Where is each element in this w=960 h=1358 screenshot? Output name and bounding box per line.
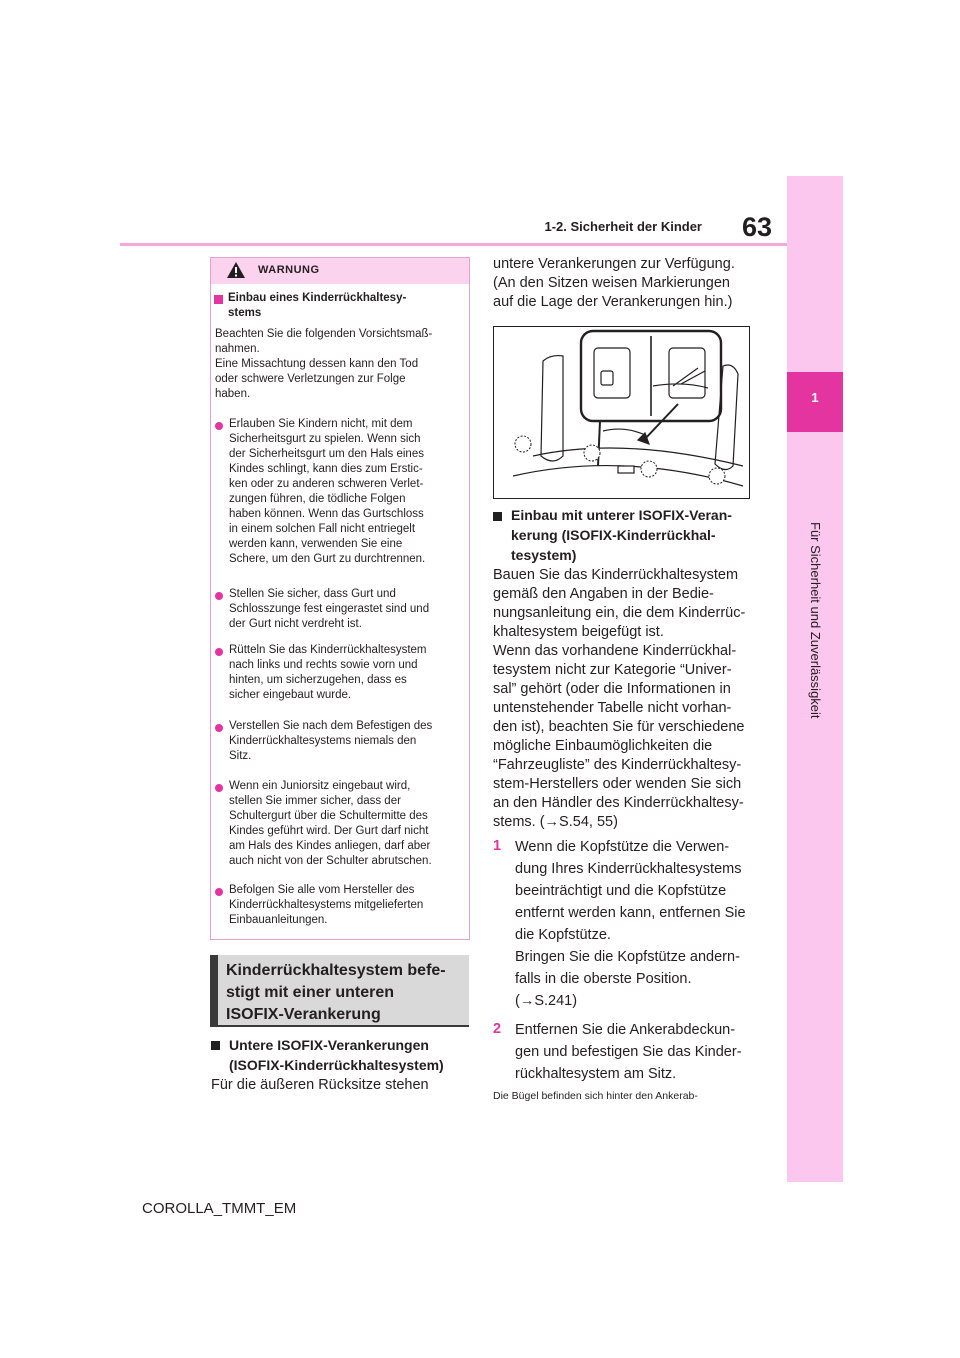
bullet-icon xyxy=(215,888,223,896)
chapter-number: 1 xyxy=(811,390,819,405)
warning-item: Verstellen Sie nach dem Befestigen des Kinderrückhaltesystems niemals den Sitz. xyxy=(229,720,433,762)
warning-item: Stellen Sie sicher, dass Gurt und Schlosszunge fest eingerastet sind und der Gurt nicht verdreht ist. xyxy=(229,588,430,630)
subhead-isofix-install: Einbau mit unterer ISOFIX-Veran- kerung (ISOFIX-Kinderrückhal- tesystem) xyxy=(511,507,732,563)
section-title: 1-2. Sicherheit der Kinder xyxy=(544,219,702,234)
warning-label: WARNUNG xyxy=(258,264,320,276)
chapter-title: Für Sicherheit und Zuverlässigkeit xyxy=(808,522,823,719)
warning-header xyxy=(211,258,469,284)
header-rule xyxy=(120,243,787,246)
step-number: 2 xyxy=(493,1021,502,1037)
step-text: Wenn die Kopfstütze die Verwen- dung Ihres Kinderrückhaltesystems beeinträchtigt und die Kopfstütze entfernt werden kann, entfernen Sie die Kopfstütze. Bringen Sie die Kopfstütze andern- falls in die oberste Position. (→S.241) xyxy=(515,839,746,1009)
section-heading-bar xyxy=(210,955,218,1026)
footer-model-code: COROLLA_TMMT_EM xyxy=(142,1200,297,1217)
warning-item: Wenn ein Juniorsitz eingebaut wird, stellen Sie immer sicher, dass der Schultergurt über die Schultermitte des Kindes geführt wird. Der Gurt darf nicht am Hals des Kindes anliegen, darf aber auch nicht von der Schulter abrutschen. xyxy=(229,780,432,867)
subhead-isofix-anchors: Untere ISOFIX-Verankerungen (ISOFIX-Kinderrückhaltesystem) xyxy=(229,1037,444,1073)
paragraph: Bauen Sie das Kinderrückhaltesystem gemäß den Angaben in der Bedie- nungsanleitung ein, die dem Kinderrüc- khaltesystem beigefügt ist. Wenn das vorhandene Kinderrückhal- tesystem nicht zur Kategorie “Univer- sal” gehört (oder die Informationen in untenstehender Tabelle nicht vorhan- den ist), beachten Sie für verschiedene mögliche Einbaumöglichkeiten die “Fahrzeugliste” des Kinderrückhaltesy- stem-Herstellers oder wenden Sie sich an den Händler des Kinderrückhaltesy- stems. (→S.54, 55) xyxy=(493,567,746,830)
bullet-icon xyxy=(215,422,223,430)
step-text: Entfernen Sie die Ankerabdeckun- gen und befestigen Sie das Kinder- rückhaltesystem am Sitz. xyxy=(515,1022,742,1082)
warning-intro: Beachten Sie die folgenden Vorsichtsmaß- nahmen. Eine Missachtung dessen kann den Tod oder schwere Verletzungen zur Folge haben. xyxy=(215,328,433,400)
step-number: 1 xyxy=(493,838,502,854)
warning-item: Befolgen Sie alle vom Hersteller des Kinderrückhaltesystems mitgelieferten Einbauanleitungen. xyxy=(229,884,424,926)
paragraph: untere Verankerungen zur Verfügung. (An den Sitzen weisen Markierungen auf die Lage der Verankerungen hin.) xyxy=(493,256,735,310)
section-heading: Kinderrückhaltesystem befe- stigt mit einer unteren ISOFIX-Verankerung xyxy=(226,962,446,1023)
isofix-anchor-illustration xyxy=(493,326,749,498)
subhead-square-icon xyxy=(211,1041,220,1050)
warning-item: Erlauben Sie Kindern nicht, mit dem Sicherheitsgurt zu spielen. Wenn sich der Sicherheitsgurt um den Hals eines Kindes schlingt, kann dies zum Erstic- ken oder zu anderen schweren Verlet- zungen führen, die tödliche Folgen haben können. Wenn das Gurtschloss in einem solchen Fall nicht entriegelt werden kann, verwenden Sie eine Schere, um den Gurt zu durchtrennen. xyxy=(229,418,426,565)
bullet-icon xyxy=(215,724,223,732)
note-text: Die Bügel befinden sich hinter den Ankerab- xyxy=(493,1090,698,1102)
bullet-icon xyxy=(215,592,223,600)
bullet-icon xyxy=(215,648,223,656)
warning-title-square-icon xyxy=(214,295,223,304)
bullet-icon xyxy=(215,784,223,792)
warning-item: Rütteln Sie das Kinderrückhaltesystem nach links und rechts sowie vorn und hinten, um sicherzugehen, dass es sicher eingebaut wurde. xyxy=(229,644,427,701)
warning-title: Einbau eines Kinderrückhaltesy- stems xyxy=(228,292,407,319)
paragraph: Für die äußeren Rücksitze stehen xyxy=(211,1077,429,1093)
subhead-square-icon xyxy=(493,512,502,521)
warning-triangle-icon xyxy=(226,261,246,279)
page-number: 63 xyxy=(741,212,772,242)
